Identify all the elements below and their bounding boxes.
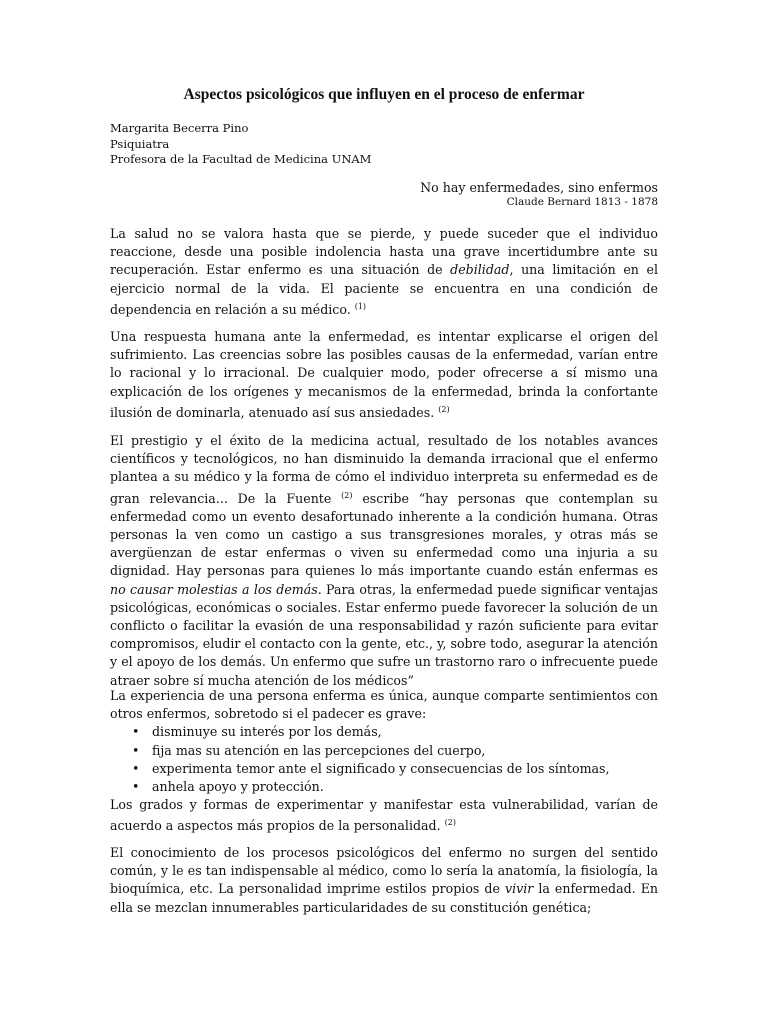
epigraph-attribution: Claude Bernard 1813 - 1878: [506, 196, 658, 208]
p3-text-c: . Para otras, la enfermedad puede significar ventajas psicológicas, económicas o sociales. Estar enfermo puede favorecer la solución de un conflicto o facilitar la evasión de una responsabilidad y razón suficiente para evitar compromisos, eludir el contacto con la gente, etc., y, sobre todo, asegurar la atención y el apoyo de los demás. Un enfermo que sufre un trastorno raro o infrecuente puede atraer sobre sí mucha atención de los médicos”: [110, 581, 658, 688]
symptom-list: [110, 723, 658, 796]
paragraph-4: [110, 687, 658, 836]
p1-emphasis: debilidad: [450, 262, 510, 278]
p3-emphasis: no causar molestias a los demás: [110, 581, 318, 597]
p4-intro: La experiencia de una persona enferma es única, aunque comparte sentimientos con otros enfermos, sobretodo si el padecer es grave:: [110, 688, 658, 722]
p4-outro: Los grados y formas de experimentar y manifestar esta vulnerabilidad, varían de acuerdo a aspectos más propios de la personalidad.: [110, 797, 658, 834]
paragraph-1: [110, 225, 658, 319]
p5-text-a: El conocimiento de los procesos psicológicos del enfermo no surgen del sentido común, y le es tan indispensable al médico, como lo sería la anatomía, la fisiología, la bioquímica, etc. La personalidad imprime estilos propios de: [110, 845, 658, 897]
list-item: • experimenta temor ante el significado y consecuencias de los síntomas,: [110, 760, 658, 778]
epigraph-quote: No hay enfermedades, sino enfermos: [420, 180, 658, 195]
p3-reference: (2): [341, 490, 353, 500]
p2-reference: (2): [438, 404, 450, 414]
p3-text-a: El prestigio y el éxito de la medicina actual, resultado de los notables avances científicos y tecnológicos, no han disminuido la demanda irracional que el enfermo plantea a su médico y la forma de cómo el individuo interpreta su enfermedad es de gran relevancia... De la Fuente: [110, 433, 658, 506]
list-item: • fija mas su atención en las percepciones del cuerpo,: [110, 742, 658, 760]
p1-text-a: La salud no se valora hasta que se pierde, y puede suceder que el individuo reaccione, desde una posible indolencia hasta una grave incertidumbre ante su recuperación. Estar enfermo es una situación de: [110, 226, 658, 278]
author-affiliation: Profesora de la Facultad de Medicina UNAM: [110, 152, 372, 166]
paragraph-5: [110, 844, 658, 917]
p3-text-b: escribe “hay personas que contemplan su enfermedad como un evento desafortunado inherente a la condición humana. Otras personas la ven como un castigo a sus transgresiones morales, y otras más se avergüenzan de estar enfermas o viven su enfermedad como una injuria a su dignidad. Hay personas para quienes lo más importante cuando están enfermas es: [110, 490, 658, 579]
p1-reference: (1): [354, 301, 367, 311]
paragraph-2: [110, 328, 658, 422]
author-block: [110, 121, 371, 168]
p5-emphasis: vivir: [504, 881, 534, 897]
p4-outro-block: [110, 796, 658, 835]
author-name: Margarita Becerra Pino: [110, 121, 249, 135]
p1-text-b: , una limitación en el ejercicio normal de la vida. El paciente se encuentra en una condición de dependencia en relación a su médico.: [110, 262, 658, 317]
list-item: • disminuye su interés por los demás,: [110, 723, 658, 741]
author-role: Psiquiatra: [110, 136, 170, 151]
document-title: Aspectos psicológicos que influyen en el proceso de enfermar: [183, 86, 585, 103]
p5-text-b: la enfermedad. En ella se mezclan innumerables particularidades de su constitución genética;: [110, 881, 659, 915]
list-item: • anhela apoyo y protección.: [110, 778, 658, 796]
p2-text: Una respuesta humana ante la enfermedad, es intentar explicarse el origen del sufrimiento. Las creencias sobre las posibles causas de la enfermedad, varían entre lo racional y lo irracional. De cualquier modo, poder ofrecerse a sí mismo una explicación de los orígenes y mecanismos de la enfermedad, brinda la confortante ilusión de dominarla, atenuado así sus ansiedades.: [110, 329, 658, 420]
paragraph-3: [110, 432, 658, 690]
p4-reference: (2): [444, 818, 456, 828]
